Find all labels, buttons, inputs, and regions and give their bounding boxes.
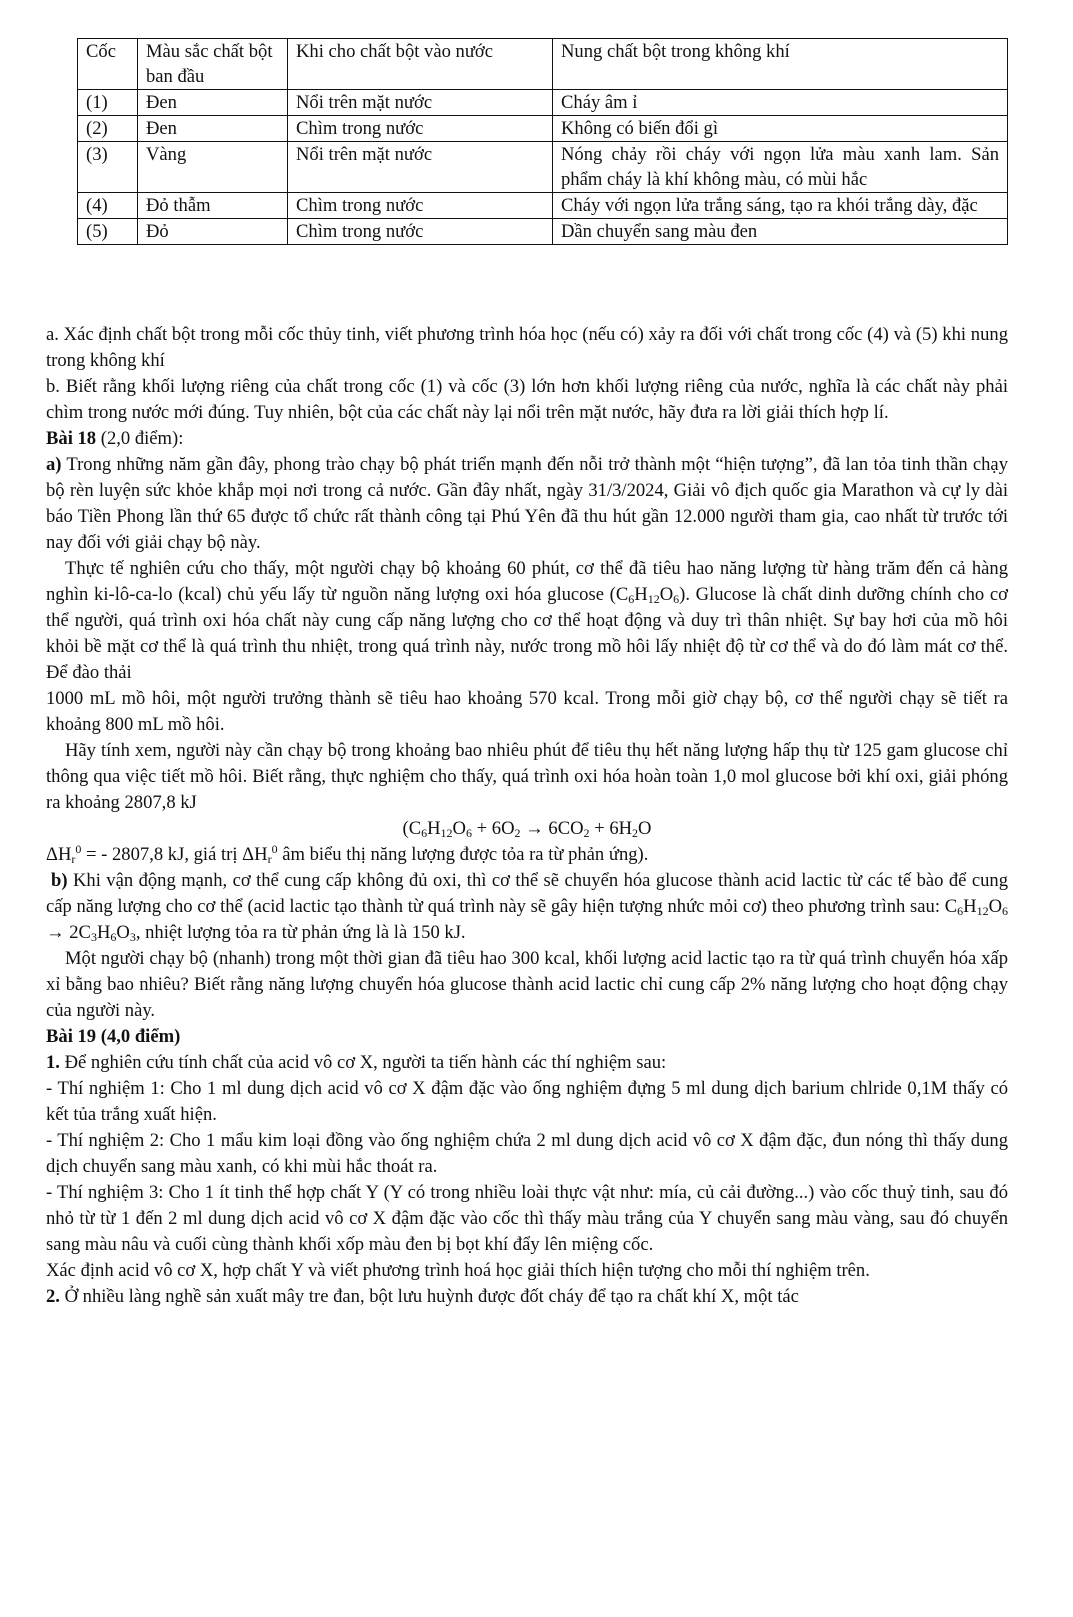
table-cell: (5): [78, 219, 138, 245]
table-row: [78, 116, 1008, 142]
bai18a-intro: a) Trong những năm gần đây, phong trào chạy bộ phát triển mạnh đến nỗi trở thành một “hiện tượng”, đã lan tỏa tinh thần chạy bộ rèn luyện sức khỏe khắp mọi nơi trong cả nước. Gần đây nhất, ngày 31/3/2024, Giải vô địch quốc gia Marathon và cự ly dài báo Tiền Phong lần thứ 65 được tổ chức rất thành công tại Phú Yên đã thu hút gần 12.000 người tham gia, cao nhất từ trước tới nay đối với giải chạy bộ này.: [46, 454, 1008, 553]
bai18b-paragraph-2: Một người chạy bộ (nhanh) trong một thời gian đã tiêu hao 300 kcal, khối lượng acid lactic tạo ra từ quá trình chuyển hóa xấp xỉ bằng bao nhiêu? Biết rằng năng lượng chuyển hóa glucose thành acid lactic chỉ cung cấp 2% năng lượng cho hoạt động chạy của người này.: [46, 948, 1008, 1021]
table-header-cell: Cốc: [78, 39, 138, 90]
bai19-title: Bài 19 (4,0 điểm): [46, 1026, 181, 1047]
table-cell: Dần chuyển sang màu đen: [553, 219, 1008, 245]
table-cell: Nổi trên mặt nước: [288, 142, 553, 193]
table-cell: Nổi trên mặt nước: [288, 90, 553, 116]
bai18a-paragraph-3: 1000 mL mồ hôi, một người trưởng thành sẽ tiêu hao khoảng 570 kcal. Trong mỗi giờ chạy bộ, cơ thể người chạy sẽ tiết ra khoảng 800 mL mồ hôi.: [46, 688, 1008, 735]
table-cell: Nóng chảy rồi cháy với ngọn lửa màu xanh lam. Sản phẩm cháy là khí không màu, có mùi hắc: [553, 142, 1008, 193]
experiment-3: - Thí nghiệm 3: Cho 1 ít tinh thể hợp chất Y (Y có trong nhiều loài thực vật như: mía, củ cải đường...) vào cốc thuỷ tinh, sau đó nhỏ từ từ 1 đến 2 ml dung dịch acid vô cơ X đậm đặc vào cốc thì thấy màu trắng của Y chuyển sang màu vàng, sau đó chuyển sang màu nâu và cuối cùng thành khối xốp màu đen bị bọt khí đẩy lên miệng cốc.: [46, 1182, 1008, 1255]
table-header-cell: Khi cho chất bột vào nước: [288, 39, 553, 90]
table-cell: Đen: [138, 90, 288, 116]
bai18-title: Bài 18: [46, 428, 97, 449]
table-cell: Không có biến đổi gì: [553, 116, 1008, 142]
table-cell: (3): [78, 142, 138, 193]
table-row: [78, 193, 1008, 219]
glucose-formula: $C_6H_{12}O_6$: [615, 584, 680, 606]
table-header-cell: Màu sắc chất bột ban đầu: [138, 39, 288, 90]
bai19-requirement: Xác định acid vô cơ X, hợp chất Y và viết phương trình hoá học giải thích hiện tượng cho mỗi thí nghiệm trên.: [46, 1260, 870, 1281]
document-body: [46, 322, 1008, 1310]
table-header-row: [78, 39, 1008, 90]
table-header-cell: Nung chất bột trong không khí: [553, 39, 1008, 90]
part-b-label: b): [51, 870, 68, 891]
experiment-table: [77, 38, 1008, 245]
question-17a: a. Xác định chất bột trong mỗi cốc thủy tinh, viết phương trình hóa học (nếu có) xảy ra đối với chất trong cốc (4) và (5) khi nung trong không khí: [46, 324, 1008, 371]
table-cell: (2): [78, 116, 138, 142]
glucose-oxidation-equation: ($C_6H_{12}O_6 + 6O_2 \to 6CO_2 + 6H_2O$: [402, 818, 652, 840]
table-cell: (4): [78, 193, 138, 219]
table-row: [78, 142, 1008, 193]
table-cell: Cháy âm ỉ: [553, 90, 1008, 116]
table-cell: Chìm trong nước: [288, 116, 553, 142]
bai18a-paragraph-4: Hãy tính xem, người này cần chạy bộ trong khoảng bao nhiêu phút để tiêu thụ hết năng lượng hấp thụ từ 125 gam glucose chỉ thông qua việc tiết mồ hôi. Biết rằng, thực nghiệm cho thấy, quá trình oxi hóa hoàn toàn 1,0 mol glucose bởi khí oxi, giải phóng ra khoảng 2807,8 kJ: [46, 740, 1008, 813]
table-cell: Chìm trong nước: [288, 219, 553, 245]
experiment-2: - Thí nghiệm 2: Cho 1 mẩu kim loại đồng vào ống nghiệm chứa 2 ml dung dịch acid vô cơ X đậm đặc, đun nóng thì thấy dung dịch chuyển sang màu xanh, có khi mùi hắc thoát ra.: [46, 1130, 1008, 1177]
table-row: [78, 219, 1008, 245]
bai18a-paragraph-2: Thực tế nghiên cứu cho thấy, một người chạy bộ khoảng 60 phút, cơ thể đã tiêu hao năng lượng từ hàng trăm đến cả hàng nghìn ki-lô-ca-lo (kcal) chủ yếu lấy từ nguồn năng lượng oxi hóa glucose $(C_6H_{12}O_6)$. Glucose là chất dinh dưỡng chính cho cơ thể người, quá trình oxi hóa chất này cung cấp năng lượng cho cơ thể hoạt động và duy trì thân nhiệt. Sự bay hơi của mồ hôi khỏi bề mặt cơ thể là quá trình thu nhiệt, trong quá trình này, nước trong mồ hôi lấy nhiệt độ từ cơ thể và do đó làm mát cơ thể. Để đào thải: [46, 558, 1008, 683]
table-cell: Đỏ thẫm: [138, 193, 288, 219]
table-cell: Đỏ: [138, 219, 288, 245]
question-17b: b. Biết rằng khối lượng riêng của chất trong cốc (1) và cốc (3) lớn hơn khối lượng riêng của nước, nghĩa là các chất này phải chìm trong nước mới đúng. Tuy nhiên, bột của các chất này lại nổi trên mặt nước, hãy đưa ra lời giải thích hợp lí.: [46, 376, 1008, 423]
enthalpy-note: $\Delta H_r^0$ = - 2807,8 kJ, giá trị $\Delta H_r^0$ âm biểu thị năng lượng được tỏa ra từ phản ứng).: [46, 842, 649, 866]
table-cell: Cháy với ngọn lửa trắng sáng, tạo ra khói trắng dày, đặc: [553, 193, 1008, 219]
table-row: [78, 90, 1008, 116]
bai19-part-1: 1. Để nghiên cứu tính chất của acid vô cơ X, người ta tiến hành các thí nghiệm sau:: [46, 1052, 667, 1073]
bai19-heading: [46, 1024, 1008, 1050]
bai18-heading: Bài 18 (2,0 điểm):: [46, 428, 184, 449]
table-cell: (1): [78, 90, 138, 116]
bai19-part-2: 2. Ở nhiều làng nghề sản xuất mây tre đan, bột lưu huỳnh được đốt cháy để tạo ra chất khí X, một tác: [46, 1286, 799, 1307]
table-cell: Vàng: [138, 142, 288, 193]
part-a-label: a): [46, 454, 62, 475]
table-cell: Chìm trong nước: [288, 193, 553, 219]
bai18b-paragraph-1: b) Khi vận động mạnh, cơ thể cung cấp không đủ oxi, thì cơ thể sẽ chuyển hóa glucose thành acid lactic từ các tế bào để cung cấp năng lượng cho cơ thể (acid lactic tạo thành từ quá trình này sẽ gây hiện tượng nhức mỏi cơ) theo phương trình sau: $C_6H_{12}O_6 \to 2C_3H_6O_3$, nhiệt lượng tỏa ra từ phản ứng là là 150 kJ.: [46, 870, 1008, 944]
table-cell: Đen: [138, 116, 288, 142]
experiment-1: - Thí nghiệm 1: Cho 1 ml dung dịch acid vô cơ X đậm đặc vào ống nghiệm đựng 5 ml dung dịch barium chlride 0,1M thấy có kết tủa trắng xuất hiện.: [46, 1078, 1008, 1125]
